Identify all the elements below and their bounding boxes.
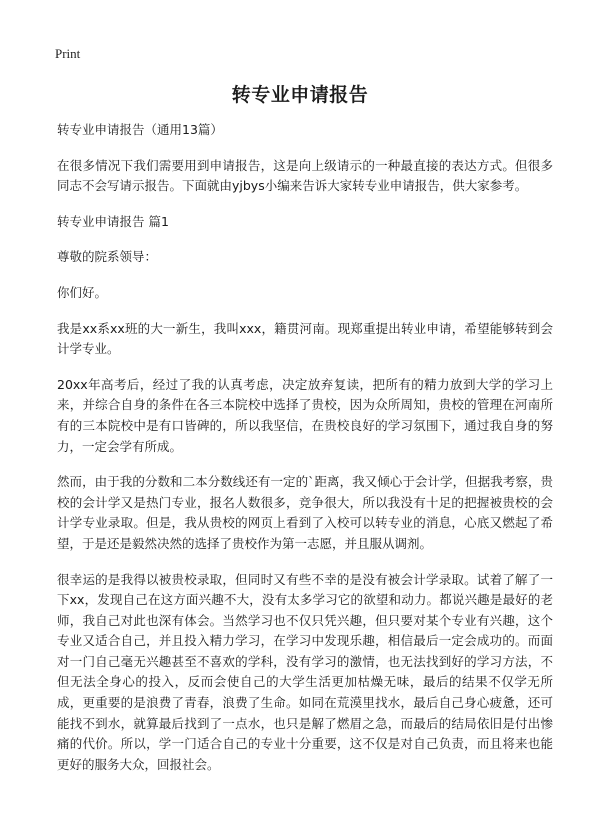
intro-paragraph: 在很多情况下我们需要用到申请报告，这是向上级请示的一种最直接的表达方式。但很多同志不会写请示报告。下面就由yjbys小编来告诉大家转专业申请报告，供大家参考。 [57,157,553,194]
body-paragraph: 我是xx系xx班的大一新生，我叫xxx，籍贯河南。现郑重提出转业申请，希望能够转到会计学专业。 [57,320,553,357]
print-label[interactable]: Print [55,46,81,61]
body-paragraph: 很幸运的是我得以被贵校录取，但同时又有些不幸的是没有被会计学录取。试着了解了一下xx，发现自己在这方面兴趣不大，没有太多学习它的欲望和动力。都说兴趣是最好的老师，我自己对此也深有体会。当然学习也不仅只凭兴趣，但只要对某个专业有兴趣，这个专业又适合自己，并且投入精力学习，在学习中发现乐趣，相信最后一定会成功的。而面对一门自己毫无兴趣甚至不喜欢的学科，没有学习的激情，也无法找到好的学习方法，不但无法全身心的投入，反而会使自己的大学生活更加枯燥无味，最后的结果不仅学无所成，更重要的是浪费了青春，浪费了生命。如同在荒漠里找水，最后自己身心疲惫，还可能找不到水，就算最后找到了一点水，也只是解了燃眉之急，而最后的结局依旧是付出惨痛的代价。所以，学一门适合自己的专业十分重要，这不仅是对自己负责，而且将来也能更好的服务大众，回报社会。 [57,571,553,772]
document-body [57,120,553,790]
document-subtitle: 转专业申请报告（通用13篇） [57,122,223,137]
body-paragraph: 20xx年高考后，经过了我的认真考虑，决定放弃复读，把所有的精力放到大学的学习上来，并综合自身的条件在各三本院校中选择了贵校，因为众所周知，贵校的管理在河南所有的三本院校中是有口皆碑的，所以我坚信，在贵校良好的学习氛围下，通过我自身的努力，一定会学有所成。 [57,376,553,454]
document-title: 转专业申请报告 [231,84,369,106]
greeting: 你们好。 [57,284,108,300]
salutation: 尊敬的院系领导： [57,249,158,265]
body-paragraph: 然而，由于我的分数和二本分数线还有一定的`距离，我又倾心于会计学，但据我考察，贵校的会计学又是热门专业，报名人数很多，竞争很大，所以我没有十足的把握被贵校的会计学专业录取。但是，我从贵校的网页上看到了入校可以转专业的消息，心底又燃起了希望，于是还是毅然决然的选择了贵校作为第一志愿，并且服从调剂。 [57,474,553,551]
section-title: 转专业申请报告 篇1 [57,213,169,229]
